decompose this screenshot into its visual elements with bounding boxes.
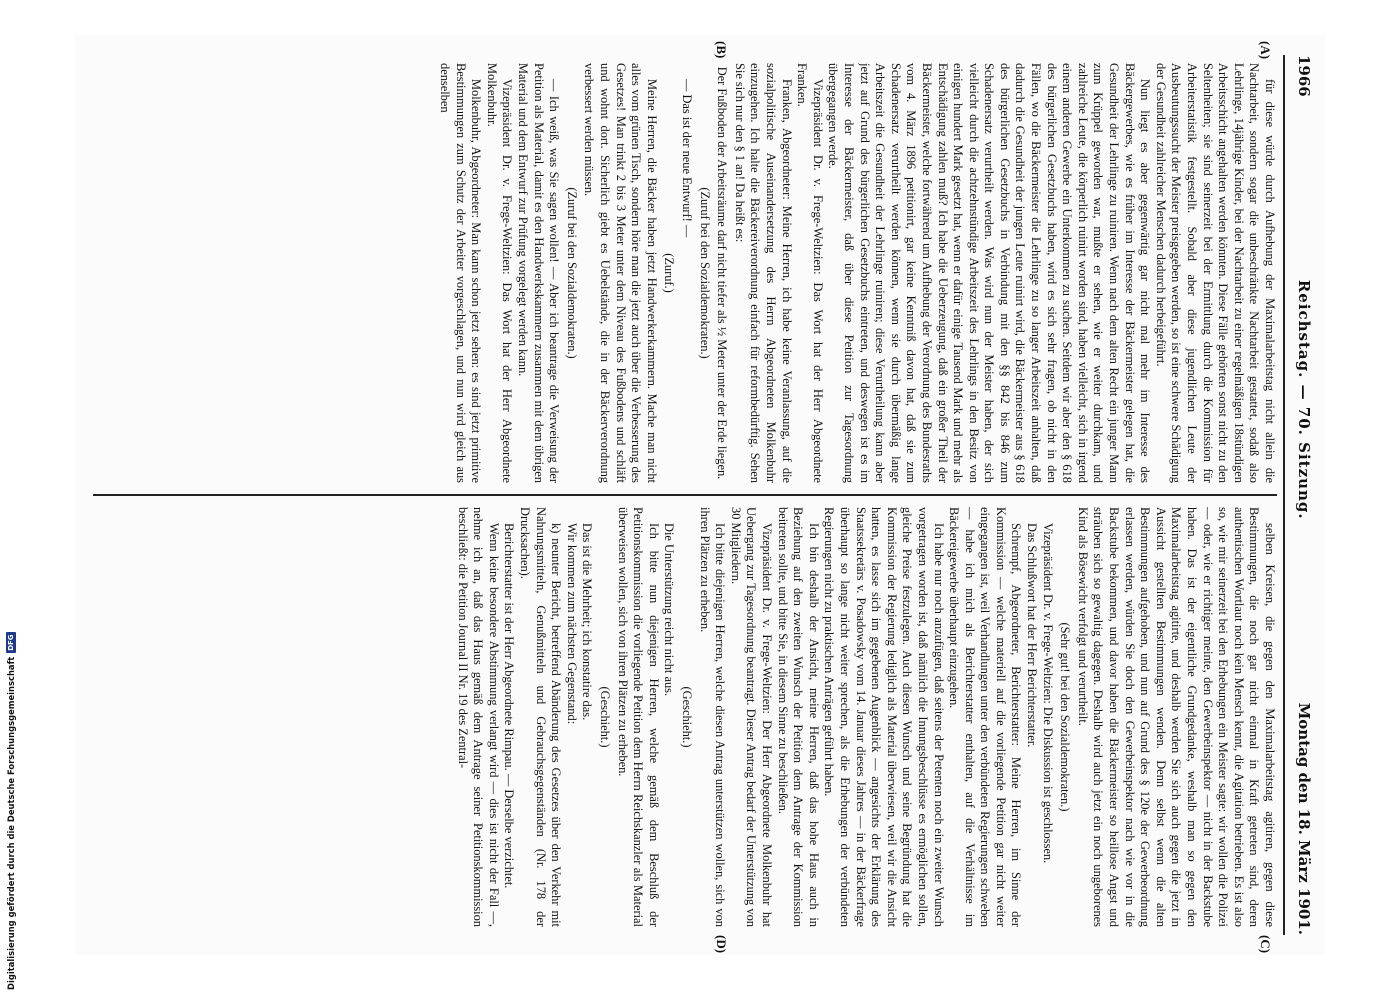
margin-marker-b: (B): [714, 41, 729, 59]
paragraph: Ich bin deshalb der Ansicht, meine Herren, daß das hohe Haus auch in Beziehung auf den zweiten Wunsch der Petition dem Antrage der Kommission beitreten sollte, und bitte Sie, in diesem Sinne zu beschließen.: [775, 507, 821, 927]
interjection: (Geschieht.): [680, 686, 695, 748]
paragraph: Schrempf, Abgeordneter, Berichterstatter: Meine Herren, im Sinne der Kommission — welche materiell auf die vorliegende Petition gar nicht weiter eingegangen ist, weil Verhandlungen unter den verbündeten Regierungen schweben — habe ich mich als Berichterstatter enthalten, auf die Verhältnisse im Bäckereigewerbe überhaupt einzugehen.: [947, 507, 1024, 927]
paragraph: Molkenbuhr, Abgeordneter: Man kann schon jetzt sehen: es sind jetzt primitive Bestimmungen zum Schutz der Arbeiter vorgeschlagen, und nun wird gleich aus denselben: [438, 63, 484, 483]
paragraph: Wir kommen zum nächsten Gegenstand:: [564, 523, 579, 725]
scanned-page: [75, 35, 1325, 955]
paragraph: Berichterstatter ist der Herr Abgeordnete Rimpau. — Derselbe verzichtet.: [502, 523, 517, 889]
paragraph: Ich bitte diejenigen Herren, welche diesen Antrag unterstützen wollen, sich von ihren Plätzen zu erheben.: [697, 507, 728, 927]
paragraph: k) neunter Bericht, betreffend Abänderung des Gesetzes über den Verkehr mit Nahrungsmitteln, Genußmitteln und Gebrauchsgegenständen (Nr. 178 der Drucksachen).: [518, 507, 564, 927]
paragraph: Das ist die Mehrheit; ich konstatire das.: [580, 523, 595, 721]
left-column: [93, 63, 1277, 483]
footer-text-wrapper: [4, 618, 18, 990]
paragraph: selben Kreisen, die gegen den Maximalarbeitstag agitiren, gegen diese Bestimmungen, die noch gar nicht einmal in Kraft getreten sind, deren authentischen Wortlaut noch kein Mensch kennt, die Agitation betrieben. Es ist also so, wie mir seinerzeit bei den Erhebungen ein Meister sagte: wir wollen die Polizei — oder, wie er richtiger meinte, den Gewerbeinspektor — nicht in der Backstube haben. Das ist der eigentliche Grundgedanke, weshalb man so gegen den Maximalarbeitstag agitirte, und deshalb werden Sie sich auch gegen die jetzt in Aussicht gestellten Bestimmungen wenden. Denn selbst wenn die alten Bestimmungen aufgehoben, und nun auf Grund des § 120e der Gewerbeordnung erlassen werden, würden Sie doch den Gewerbeinspektor nach wie vor in die Backstube bekommen, und davor haben die Bäckermeister so heillose Angst und sträuben sich so gewaltig dagegen. Deshalb wird auch jetzt ein noch ungeborenes Kind als Bösewicht verfolgt und verurtheilt.: [1075, 507, 1277, 927]
paragraph: — Das ist der neue Entwurf! —: [680, 79, 695, 238]
paragraph: Ich bitte nun diejenigen Herren, welche gemäß dem Beschluß der Petitionskommission die vorliegende Petition dem Herrn Reichskanzler als Material überweisen wollen, sich von ihren Plätzen zu erheben.: [615, 507, 661, 927]
right-column: [93, 507, 1277, 927]
margin-marker-c: (C): [1258, 935, 1273, 954]
paragraph: — Ich weiß, was Sie sagen wollen! — Aber ich beantrage die Verweisung der Petition als Material, damit es den Handwerkskammern zusammen mit dem übrigen Material und dem Entwurf zur Prüfung vorgelegt werden kann.: [516, 63, 562, 483]
quote: Der Fußboden der Arbeitsräume darf nicht tiefer als ½ Meter unter der Erde liegen.: [715, 66, 730, 480]
paragraph: Meine Herren, die Bäcker haben jetzt Handwerkerkammern. Mache man nicht alles vom grünen Tisch, sondern höre man die jetzt auch über die Verbesserung des Gesetzes! Man trinkt 2 bis 3 Meter unter dem Niveau des Fußbodens und schläft und wohnt dort. Sicherlich giebt es Uebelstände, die in der Bäckerverordnung verbessert werden müssen.: [582, 63, 659, 483]
paragraph: Vizepräsident Dr. v. Frege-Weltzien: Die Diskussion ist geschlossen.: [1040, 523, 1055, 864]
interjection: (Zuruf bei den Sozialdemokraten.): [697, 187, 712, 359]
margin-marker-d: (D): [714, 935, 729, 954]
interjection: (Zuruf.): [662, 253, 677, 293]
paragraph: für diese würde durch Aufhebung der Maximalarbeitstag nicht allein die Nachtarbeit, sondern sogar die unbeschränkte Nachtarbeit gestattet, sodaß also Lehrlinge, 14jährige Kinder, bei der Nachtarbeit zu einer regelmäßigen 18stündigen Arbeitsschicht angehalten werden könnten. Diese Fälle gehörten sonst nicht zu den Seltenheiten; sie sind seinerzeit bei der Ermittlung durch die Kommission für Arbeiterstatistik festgestellt. Sobald aber diese jugendlichen Leute der Ausbeutungssucht der Meister preisgegeben werden, so ist eine schwere Schädigung der Gesundheit zahlreicher Menschen dadurch herbeigeführt.: [1153, 63, 1277, 483]
page-title: Reichstag. — 70. Sitzung.: [1295, 279, 1313, 520]
page-number: 1966: [1295, 55, 1313, 97]
footer-text: Digitalisierung gefördert durch die Deutsche Forschungsgemeinschaft: [6, 656, 16, 990]
paragraph: Das Schlußwort hat der Herr Berichterstatter.: [1025, 523, 1040, 748]
paragraph: Vizepräsident Dr. v. Frege-Weltzien: Das Wort hat der Herr Abgeordnete Franken.: [795, 63, 825, 483]
footer-credit: [4, 618, 18, 990]
rotated-content: [75, 35, 1325, 955]
page-header: [1283, 55, 1313, 935]
paragraph: Franken, Abgeordneter: Meine Herren, ich habe keine Veranlassung, auf die sozialpolitische Auseinandersetzung des Herrn Abgeordneten Molkenbuhr einzugehen. Ich halte die Bäckereiverordnung einfach für reformbedürftig. Sehen Sie sich nur den § 1 an! Da heißt es:: [732, 63, 794, 483]
paragraph: Wenn keine besondere Abstimmung verlangt wird — dies ist nicht der Fall —, nehme ich an, daß das Haus gemäß dem Antrage seiner Petitionskommission beschließt: die Petition Journal II Nr. 19 des Zentral-: [455, 507, 501, 927]
paragraph: Die Unterstützung reicht nicht aus.: [662, 523, 677, 697]
interjection: (Sehr gut! bei den Sozialdemokraten.): [1058, 622, 1073, 812]
dfg-logo-icon: DFG: [7, 634, 15, 651]
paragraph: Vizepräsident Dr. v. Frege-Weltzien: Der Herr Abgeordnete Molkenbuhr hat Uebergang zur Tagesordnung beantragt. Dieser Antrag bedarf der Unterstützung von 30 Mitgliedern.: [728, 507, 774, 927]
paragraph: Nun liegt es aber gegenwärtig gar nicht mal mehr im Interesse des Bäckergewerbes, wie es früher im Interesse der Bäckermeister gelegen hat, die Gesundheit der Lehrlinge zu ruiniren. Wenn nach dem alten Recht ein junger Mann zum Krüppel geworden war, mußte er sehen, wie er weiter durchkam, und zahlreiche Leute, die körperlich ruinirt worden sind, haben vielleicht, sich in irgend einem anderen Gewerbe ein Unterkommen zu suchen. Seitdem wir aber den § 618 des bürgerlichen Gesetzbuchs haben, wird es sich sehr fragen, ob nicht in den Fällen, wo die Bäckermeister die Lehrlinge zu so langer Arbeitszeit anhalten, daß dadurch die Gesundheit der jungen Leute ruinirt wird, die Bäckermeister aus § 618 des bürgerlichen Gesetzbuchs in Verbindung mit den §§ 842 bis 846 zum Schadenersatz verurtheilt werden. Was wird nun der Meister haben, der sich vielleicht durch die achtzehnstündige Arbeitszeit des Lehrlings in den Besitz von einigen hundert Mark gesetzt hat, wenn er dafür einige Tausend Mark und mehr als Entschädigung zahlen muß? Ich habe die Ueberzeugung, daß ein großer Theil der Bäckermeister, welche fortwährend um Aufhebung der Verordnung des Bundesraths vom 4. März 1896 petitionirt, gar keine Kenntniß davon hat, daß sie zum Schadenersatz verurtheilt werden können, wenn sie durch übermäßig lange Arbeitszeit die Gesundheit der Lehrlinge ruiniren; diese Verurtheilung kann aber jetzt auf Grund des bürgerlichen Gesetzbuchs eintreten, und deswegen ist es im Interesse der Bäckermeister, daß über diese Petition zur Tagesordnung übergegangen werde.: [826, 63, 1153, 483]
paragraph: Vizepräsident Dr. v. Frege-Weltzien: Das Wort hat der Herr Abgeordnete Molkenbuhr.: [484, 63, 515, 483]
paragraph: Ich habe nur noch anzufügen, daß seitens der Petenten noch ein zweiter Wunsch vorgetragen worden ist, daß nämlich die Innungsbeschlüsse es ermöglichen sollen, gleiche Preise festzulegen. Auch diesen Wunsch und seine Begründung hat die Kommission der Regierung lediglich als Material überwiesen, weil wir die Ansicht hatten, es lasse sich im gegebenen Augenblick — angesichts der Erklärung des Staatssekretärs v. Posadowsky vom 14. Januar dieses Jahres — in der Bäckerfrage überhaupt so lange nicht weiter sprechen, als die Erhebungen der verbündeten Regierungen nicht zu praktischen Anträgen geführt haben.: [822, 507, 946, 927]
page-date: Montag den 18. März 1901.: [1295, 702, 1313, 935]
interjection: (Geschieht.): [598, 686, 613, 748]
column-divider: [93, 494, 1277, 496]
interjection: (Zuruf bei den Sozialdemokraten.): [564, 187, 579, 359]
margin-marker-a: (A): [1258, 41, 1273, 60]
